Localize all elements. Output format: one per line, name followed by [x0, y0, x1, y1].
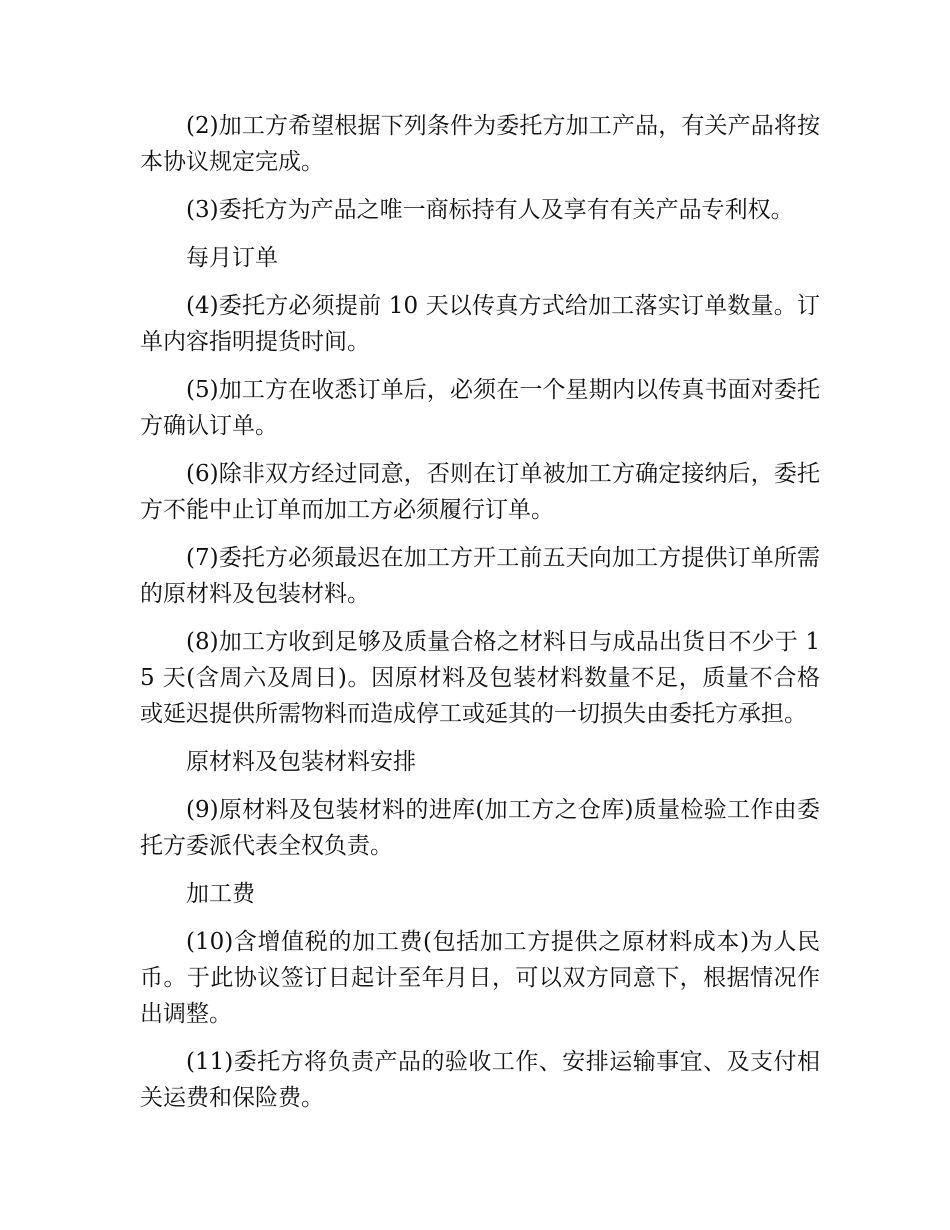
clause-9-paragraph: (9)原材料及包装材料的进库(加工方之仓库)质量检验工作由委托方委派代表全权负责。	[140, 797, 820, 859]
clause-2-paragraph: (2)加工方希望根据下列条件为委托方加工产品，有关产品将按本协议规定完成。	[140, 113, 820, 175]
section-heading-processing-fee: 加工费	[186, 881, 255, 907]
clause-6-paragraph: (6)除非双方经过同意，否则在订单被加工方确定接纳后，委托方不能中止订单而加工方必须履行订单。	[140, 461, 820, 523]
clause-4-paragraph: (4)委托方必须提前 10 天以传真方式给加工落实订单数量。订单内容指明提货时间。	[140, 293, 820, 355]
document-body	[140, 108, 820, 1128]
clause-11-paragraph: (11)委托方将负责产品的验收工作、安排运输事宜、及支付相关运费和保险费。	[140, 1049, 820, 1111]
clause-5-paragraph: (5)加工方在收悉订单后，必须在一个星期内以传真书面对委托方确认订单。	[140, 377, 820, 439]
clause-7-paragraph: (7)委托方必须最迟在加工方开工前五天向加工方提供订单所需的原材料及包装材料。	[140, 545, 820, 607]
section-heading-materials: 原材料及包装材料安排	[186, 749, 416, 775]
section-heading-monthly-orders: 每月订单	[186, 245, 278, 271]
clause-10-paragraph: (10)含增值税的加工费(包括加工方提供之原材料成本)为人民币。于此协议签订日起计至年月日，可以双方同意下，根据情况作出调整。	[140, 929, 820, 1027]
clause-3-paragraph: (3)委托方为产品之唯一商标持有人及享有有关产品专利权。	[186, 197, 794, 223]
clause-8-paragraph: (8)加工方收到足够及质量合格之材料日与成品出货日不少于 15 天(含周六及周日)。因原材料及包装材料数量不足，质量不合格或延迟提供所需物料而造成停工或延其的一切损失由委托方承担。	[140, 629, 820, 727]
